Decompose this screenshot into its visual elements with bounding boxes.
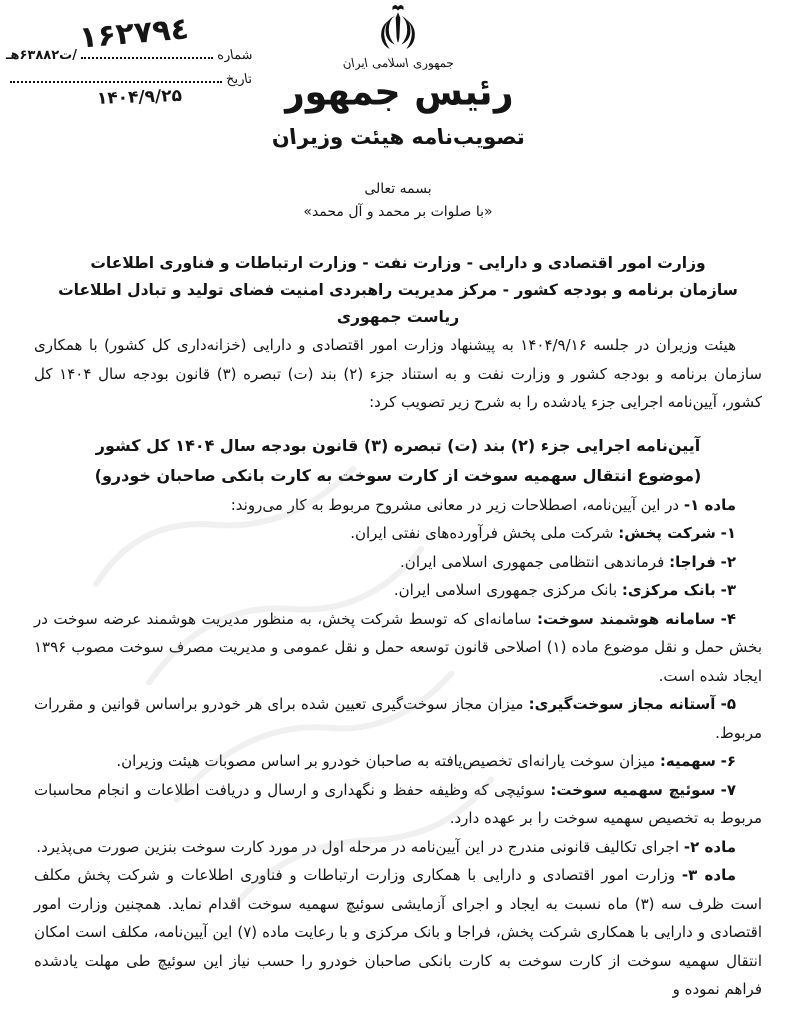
doc-type-calligraphy: تصویب‌نامه هیئت وزیران <box>270 125 526 149</box>
handwritten-date: ۱۴۰۴/۹/۲۵ <box>96 85 183 109</box>
bismillah-text: بسمه تعالی <box>364 181 432 197</box>
article-1-lead: ماده ۱- <box>683 495 736 514</box>
article-2-text: اجرای تکالیف قانونی مندرج در این آیین‌نامه در مرحله اول در مورد کارت سوخت بنزین صورت می‌پذیرد. <box>36 837 680 856</box>
addressee-line-2: سازمان برنامه و بودجه کشور - مرکز مدیریت راهبردی امنیت فضای تولید و تبادل اطلاعات ریاست جمهوری <box>58 281 738 326</box>
preamble-paragraph: هیئت وزیران در جلسه ۱۴۰۴/۹/۱۶ به پیشنهاد وزارت امور اقتصادی و دارایی (خزانه‌داری کل کشور) با همکاری سازمان برنامه و بودجه کشور و وزارت نفت و به استناد جزء (۲) بند (ت) تبصره (۳) قانون بودجه سال ۱۴۰۴ کل کشور، آیین‌نامه اجرایی جزء یادشده را به شرح زیر تصویب کرد: <box>34 336 762 411</box>
definition-item: ۷- سوئیچ سهمیه سوخت: سوئیچی که وظیفه حفظ و نگهداری و ارسال و دریافت اطلاعات و انجام محاسبات مربوط به تخصیص سهمیه سوخت را بر عهده دارد. <box>34 780 762 827</box>
letter-body <box>0 250 796 1004</box>
regulation-title-line-1: آیین‌نامه اجرایی جزء (۲) بند (ت) تبصره (۳) قانون بودجه سال ۱۴۰۴ کل کشور <box>95 435 701 455</box>
definition-item: ۱- شرکت پخش: شرکت ملی پخش فرآورده‌های نفتی ایران. <box>350 524 736 542</box>
definition-term: سامانه هوشمند سوخت: <box>536 609 716 628</box>
definition-text: میزان سوخت یارانه‌ای تخصیص‌یافته به صاحبان خودرو بر اساس مصوبات هیئت وزیران. <box>116 752 656 770</box>
regulation-title-line-2: (موضوع انتقال سهمیه سوخت از کارت سوخت به کارت بانکی صاحبان خودرو) <box>94 465 702 485</box>
handwritten-registration-number: ۱۶۲۷۹٤ <box>77 11 191 56</box>
definition-item: ۳- بانک مرکزی: بانک مرکزی جمهوری اسلامی ایران. <box>393 581 736 599</box>
definition-text: بانک مرکزی جمهوری اسلامی ایران. <box>393 581 618 599</box>
number-label: شماره <box>215 48 254 63</box>
article-1 <box>34 491 762 520</box>
invocation-block <box>0 178 796 224</box>
definition-text: شرکت ملی پخش فرآورده‌های نفتی ایران. <box>350 524 614 542</box>
salawat-text: «با صلوات بر محمد و آل محمد» <box>303 204 493 220</box>
definition-term: آستانه مجاز سوخت‌گیری: <box>528 695 716 713</box>
definition-text: سامانه‌ای که توسط شرکت پخش، به منظور مدیریت هوشمند عرضه سوخت در بخش حمل و نقل موضوع ماده (۱) اصلاحی قانون توسعه حمل و نقل عمومی و مدیریت مصرف سوخت مصوب ۱۳۹۶ ایجاد شده است. <box>34 609 762 685</box>
addressee-block <box>34 250 762 331</box>
definition-term: سوئیچ سهمیه سوخت: <box>550 780 716 799</box>
definition-term: بانک مرکزی: <box>621 581 716 599</box>
article-2 <box>34 833 762 862</box>
iran-national-emblem-icon <box>375 4 421 52</box>
article-3 <box>34 861 762 1004</box>
article-3-lead: ماده ۳- <box>681 866 736 884</box>
definition-term: فراجا: <box>669 552 716 571</box>
number-reference: /ت۶۳۸۸۲هـ <box>6 48 77 63</box>
article-1-text: در این آیین‌نامه، اصطلاحات زیر در معانی مشروح مربوط به کار می‌روند: <box>230 495 680 514</box>
article-3-text: وزارت امور اقتصادی و دارایی با همکاری وزارت ارتباطات و فناوری اطلاعات و شرکت پخش مکلف است ظرف سه (۳) ماه نسبت به ایجاد و اجرای آزمایشی سوئیچ سهمیه سوخت اقدام نماید. همچنین وزارت امور اقتصادی و دارایی با همکاری شرکت پخش، فراجا و بانک مرکزی و با رعایت ماده (۷) این آیین‌نامه، مکلف است امکان انتقال سهمیه سوخت از کارت سوخت به کارت بانکی صاحبان خودرو را حسب نیاز این سوئیچ طی مهلت یادشده فراهم نموده و <box>34 866 762 998</box>
definition-term: سهمیه: <box>659 752 716 770</box>
definition-item: ۶- سهمیه: میزان سوخت یارانه‌ای تخصیص‌یافته به صاحبان خودرو بر اساس مصوبات هیئت وزیران. <box>116 752 736 770</box>
republic-caption: جمهوری اسلامی ایران <box>341 56 455 70</box>
regulation-title <box>34 431 762 491</box>
definition-text: فرماندهی انتظامی جمهوری اسلامی ایران. <box>400 552 665 571</box>
definition-term: شرکت پخش: <box>618 524 716 542</box>
definition-text: سوئیچی که وظیفه حفظ و نگهداری و ارسال و دریافت اطلاعات و انجام محاسبات مربوط به تخصیص سهمیه سوخت را بر عهده دارد. <box>34 780 762 827</box>
president-calligraphy: رئیس جمهور <box>280 70 516 115</box>
definition-text: میزان مجاز سوخت‌گیری تعیین شده برای هر خودرو براساس قوانین و مقررات مربوط. <box>34 695 762 742</box>
definition-item: ۵- آستانه مجاز سوخت‌گیری: میزان مجاز سوخت‌گیری تعیین شده برای هر خودرو براساس قوانین و مقررات مربوط. <box>34 695 762 742</box>
definition-item: ۲- فراجا: فرماندهی انتظامی جمهوری اسلامی ایران. <box>400 552 736 571</box>
definition-item: ۴- سامانه هوشمند سوخت: سامانه‌ای که توسط شرکت پخش، به منظور مدیریت هوشمند عرضه سوخت در بخش حمل و نقل موضوع ماده (۱) اصلاحی قانون توسعه حمل و نقل عمومی و مدیریت مصرف سوخت مصوب ۱۳۹۶ ایجاد شده است. <box>34 609 762 685</box>
addressee-line-1: وزارت امور اقتصادی و دارایی - وزارت نفت - وزارت ارتباطات و فناوری اطلاعات <box>90 254 706 272</box>
article-2-lead: ماده ۲- <box>683 837 736 856</box>
letterhead-center <box>0 4 796 149</box>
date-label: تاریخ <box>225 72 254 87</box>
